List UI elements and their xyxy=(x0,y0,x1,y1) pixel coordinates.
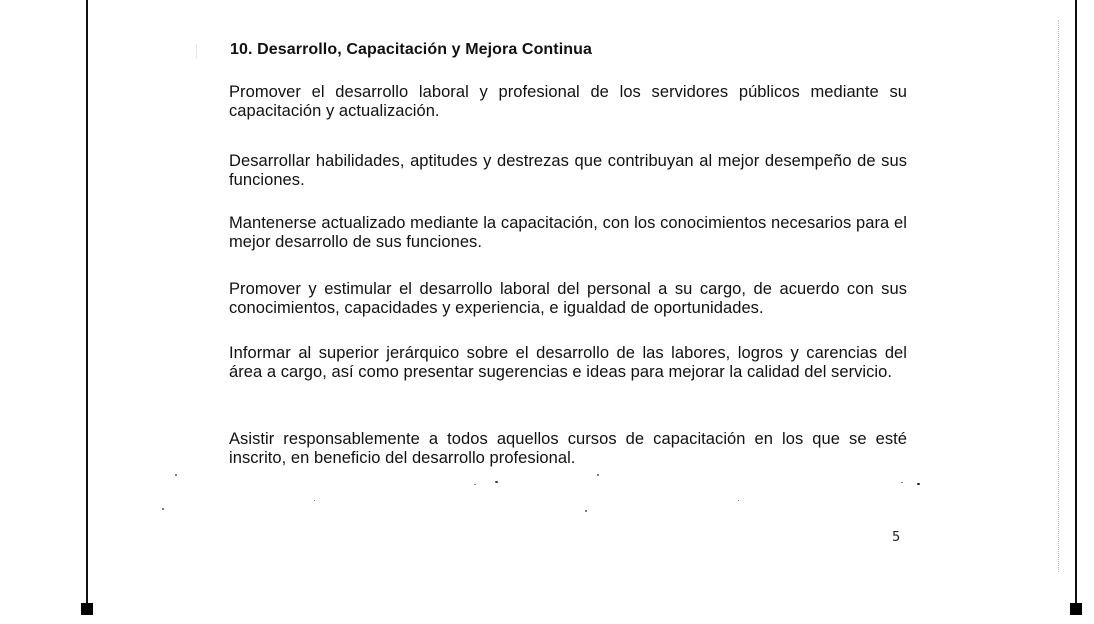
paragraph-3: Mantenerse actualizado mediante la capacitación, con los conocimientos necesarios para el mejor desarrollo de sus funciones. xyxy=(229,214,907,251)
page-border-left xyxy=(86,0,88,604)
scan-speck xyxy=(597,474,599,476)
corner-mark-left xyxy=(81,603,93,615)
scan-speck xyxy=(175,474,177,476)
scan-speck xyxy=(917,483,920,485)
page-number: 5 xyxy=(892,530,901,545)
paragraph-1: Promover el desarrollo laboral y profesional de los servidores públicos mediante su capacitación y actualización. xyxy=(229,83,907,120)
corner-mark-right xyxy=(1070,603,1082,615)
page-border-right xyxy=(1075,0,1077,604)
scan-speck xyxy=(162,508,164,510)
scan-artifact-mark xyxy=(196,44,197,58)
scan-speck xyxy=(495,481,498,483)
paragraph-2: Desarrollar habilidades, aptitudes y destrezas que contribuyan al mejor desempeño de sus funciones. xyxy=(229,152,907,189)
scan-speck xyxy=(738,500,739,501)
scan-speck xyxy=(901,482,903,483)
paragraph-4: Promover y estimular el desarrollo laboral del personal a su cargo, de acuerdo con sus conocimientos, capacidades y experiencia, e igualdad de oportunidades. xyxy=(229,280,907,317)
scan-speck xyxy=(474,484,476,485)
scan-artifact-line xyxy=(1058,20,1059,572)
scan-speck xyxy=(585,510,587,512)
section-heading: 10. Desarrollo, Capacitación y Mejora Continua xyxy=(230,41,593,58)
paragraph-6: Asistir responsablemente a todos aquellos cursos de capacitación en los que se esté inscrito, en beneficio del desarrollo profesional. xyxy=(229,430,907,467)
scan-speck xyxy=(314,500,315,501)
paragraph-5: Informar al superior jerárquico sobre el desarrollo de las labores, logros y carencias del área a cargo, así como presentar sugerencias e ideas para mejorar la calidad del servicio. xyxy=(229,344,907,381)
